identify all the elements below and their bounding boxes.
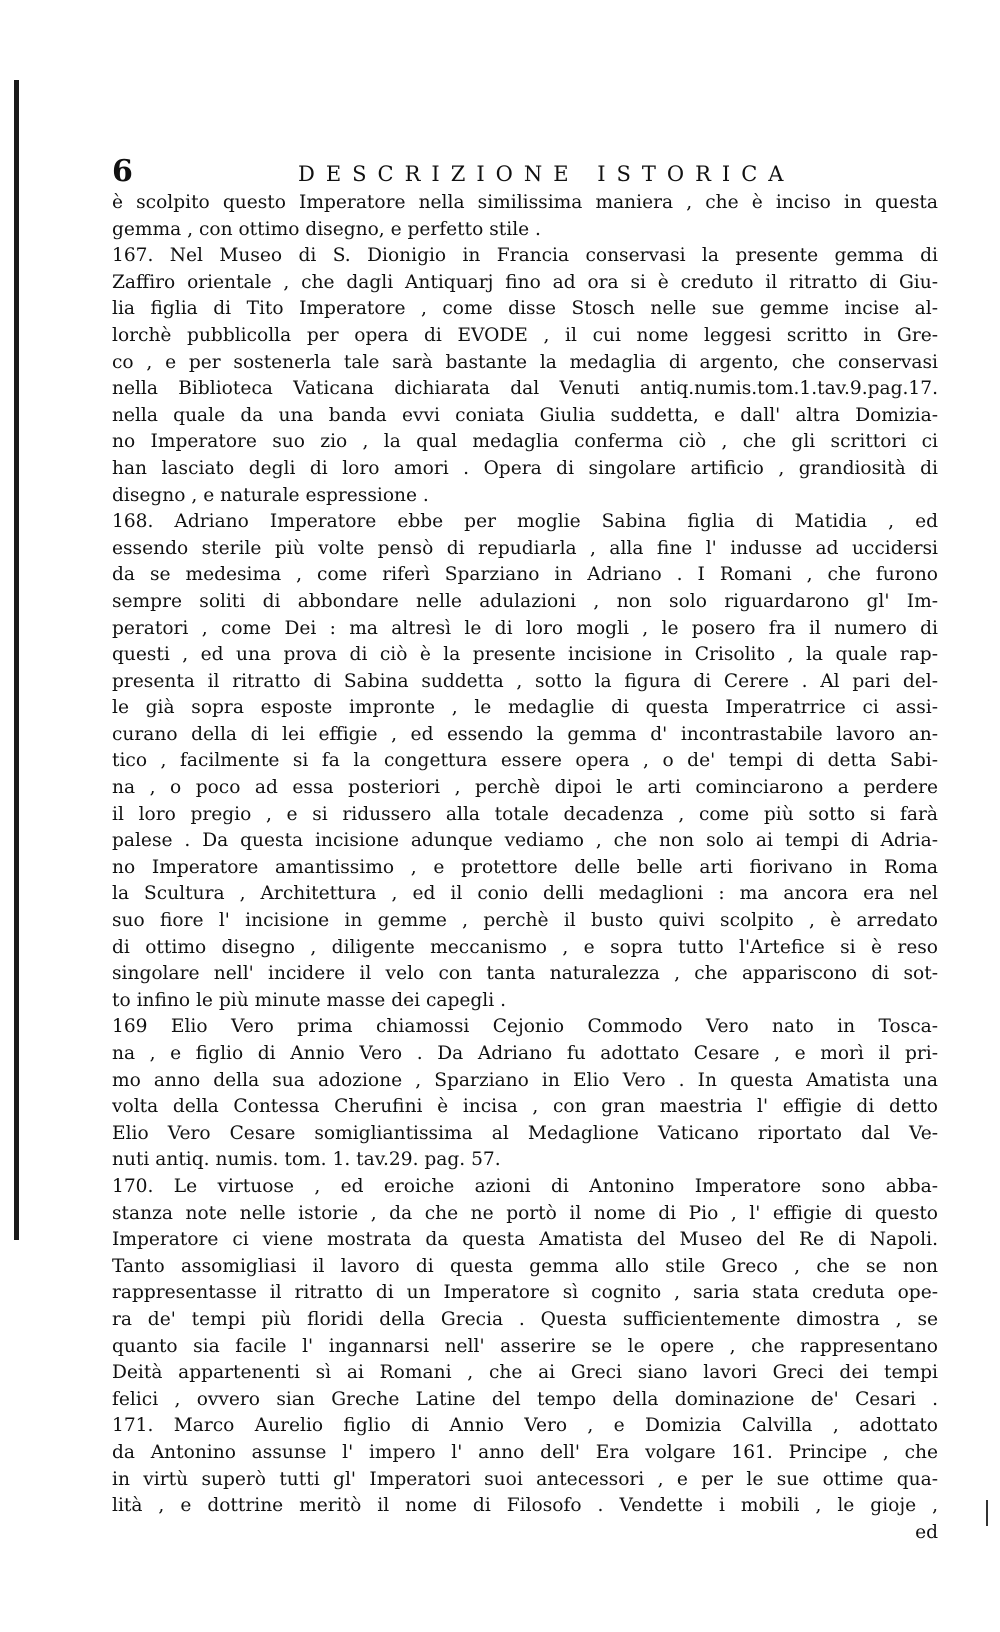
text-line: nella quale da una banda evvi coniata Giulia suddetta, e dall' altra Domizia- (112, 404, 938, 426)
text-line: lorchè pubblicolla per opera di EVODE , il cui nome leggesi scritto in Gre- (112, 324, 938, 346)
text-line: presenta il ritratto di Sabina suddetta , sotto la figura di Cerere . Al pari del- (112, 670, 938, 692)
text-line: stanza note nelle istorie , da che ne portò il nome di Pio , l' effigie di questo (112, 1202, 938, 1224)
text-line: il loro pregio , e si ridussero alla totale decadenza , come più sotto si farà (112, 803, 938, 825)
text-line: suo fiore l' incisione in gemme , perchè il busto quivi scolpito , è arredato (112, 910, 938, 932)
text-line: han lasciato degli di loro amori . Opera di singolare artificio , grandiosità di (112, 457, 938, 479)
text-line: in virtù superò tutti gl' Imperatori suoi antecessori , e per le sue ottime qua- (112, 1468, 938, 1490)
text-line: da Antonino assunse l' impero l' anno dell' Era volgare 161. Principe , che (112, 1441, 938, 1463)
text-line: felici , ovvero sian Greche Latine del tempo della dominazione de' Cesari . (112, 1388, 938, 1410)
text-line: tico , facilmente si fa la congettura essere opera , o de' tempi di detta Sabi- (112, 750, 938, 772)
text-line: lia figlia di Tito Imperatore , come disse Stosch nelle sue gemme incise al- (112, 298, 938, 320)
text-line: peratori , come Dei : ma altresì le di loro mogli , le posero fra il numero di (112, 617, 938, 639)
text-line: na , e figlio di Annio Vero . Da Adriano fu adottato Cesare , e morì il pri- (112, 1043, 938, 1064)
text-line: la Scultura , Architettura , ed il conio delli medaglioni : ma ancora era nel (112, 883, 938, 905)
page-number: 6 (112, 154, 133, 189)
text-line: lità , e dottrine meritò il nome di Filosofo . Vendette i mobili , le gioje , (112, 1495, 938, 1517)
text-line: disegno , e naturale espressione . (112, 484, 429, 506)
text-line: Tanto assomigliasi il lavoro di questa gemma allo stile Greco , che se non (112, 1255, 938, 1277)
text-line: Deità appartenenti sì ai Romani , che ai Greci siano lavori Greci dei tempi (112, 1362, 938, 1384)
text-line: nella Biblioteca Vaticana dichiarata dal Venuti antiq.numis.tom.1.tav.9.pag.17. (112, 378, 938, 400)
text-line: essendo sterile più volte pensò di repudiarla , alla fine l' indusse ad uccidersi (112, 537, 938, 559)
text-line: co , e per sostenerla tale sarà bastante la medaglia di argento, che conservasi (112, 351, 938, 373)
text-line: ed (915, 1521, 938, 1543)
text-line: 169 Elio Vero prima chiamossi Cejonio Commodo Vero nato in Tosca- (112, 1016, 938, 1038)
running-title: DESCRIZIONE ISTORICA (298, 162, 795, 186)
text-line: no Imperatore amantissimo , e protettore delle belle arti fiorivano in Roma (112, 856, 938, 878)
text-line: palese . Da questa incisione adunque vediamo , che non solo ai tempi di Adria- (112, 830, 938, 852)
text-line: na , o poco ad essa posteriori , perchè dipoi le arti cominciarono a perdere (112, 777, 938, 799)
body-text (112, 190, 938, 1546)
text-line: rappresentasse il ritratto di un Imperatore sì cognito , saria stata creduta ope- (112, 1282, 938, 1304)
text-line: to infino le più minute masse dei capegli . (112, 989, 506, 1011)
text-line: le già sopra esposte impronte , le medaglie di questa Imperatrrice ci assi- (112, 697, 938, 719)
text-line: quanto sia facile l' ingannarsi nell' asserire se le opere , che rappresentano (112, 1335, 938, 1357)
running-head (112, 154, 932, 190)
text-line: di ottimo disegno , diligente meccanismo , e sopra tutto l'Artefice si è reso (112, 936, 938, 958)
text-line: curano della di lei effigie , ed essendo la gemma d' incontrastabile lavoro an- (112, 723, 938, 745)
text-line: questi , ed una prova di ciò è la presente incisione in Crisolito , la quale rap- (112, 644, 938, 666)
text-line: nuti antiq. numis. tom. 1. tav.29. pag. 57. (112, 1149, 501, 1171)
text-line: volta della Contessa Cherufini è incisa , con gran maestria l' effigie di detto (112, 1096, 938, 1118)
text-line: gemma , con ottimo disegno, e perfetto stile . (112, 218, 541, 240)
edge-mark (986, 1500, 988, 1526)
text-line: 170. Le virtuose , ed eroiche azioni di Antonino Imperatore sono abba- (112, 1175, 938, 1197)
binding-edge (14, 80, 19, 1240)
text-line: è scolpito questo Imperatore nella similissima maniera , che è inciso in questa (112, 192, 938, 213)
text-line: da se medesima , come riferì Sparziano in Adriano . I Romani , che furono (112, 564, 938, 586)
text-line: no Imperatore suo zio , la qual medaglia conferma ciò , che gli scrittori ci (112, 431, 938, 453)
text-line: ra de' tempi più floridi della Grecia . Questa sufficientemente dimostra , se (112, 1308, 938, 1330)
text-line: mo anno della sua adozione , Sparziano in Elio Vero . In questa Amatista una (112, 1069, 938, 1091)
text-line: Elio Vero Cesare somigliantissima al Medaglione Vaticano riportato dal Ve- (112, 1122, 938, 1144)
text-line: singolare nell' incidere il velo con tanta naturalezza , che appariscono di sot- (112, 963, 938, 985)
text-line: 168. Adriano Imperatore ebbe per moglie Sabina figlia di Matidia , ed (112, 511, 938, 533)
text-line: Zaffiro orientale , che dagli Antiquarj fino ad ora si è creduto il ritratto di Giu- (112, 271, 938, 293)
text-line: 171. Marco Aurelio figlio di Annio Vero , e Domizia Calvilla , adottato (112, 1415, 938, 1437)
text-line: Imperatore ci viene mostrata da questa Amatista del Museo del Re di Napoli. (112, 1229, 938, 1251)
text-line: sempre soliti di abbondare nelle adulazioni , non solo riguardarono gl' Im- (112, 590, 938, 612)
text-line: 167. Nel Museo di S. Dionigio in Francia conservasi la presente gemma di (112, 245, 938, 267)
